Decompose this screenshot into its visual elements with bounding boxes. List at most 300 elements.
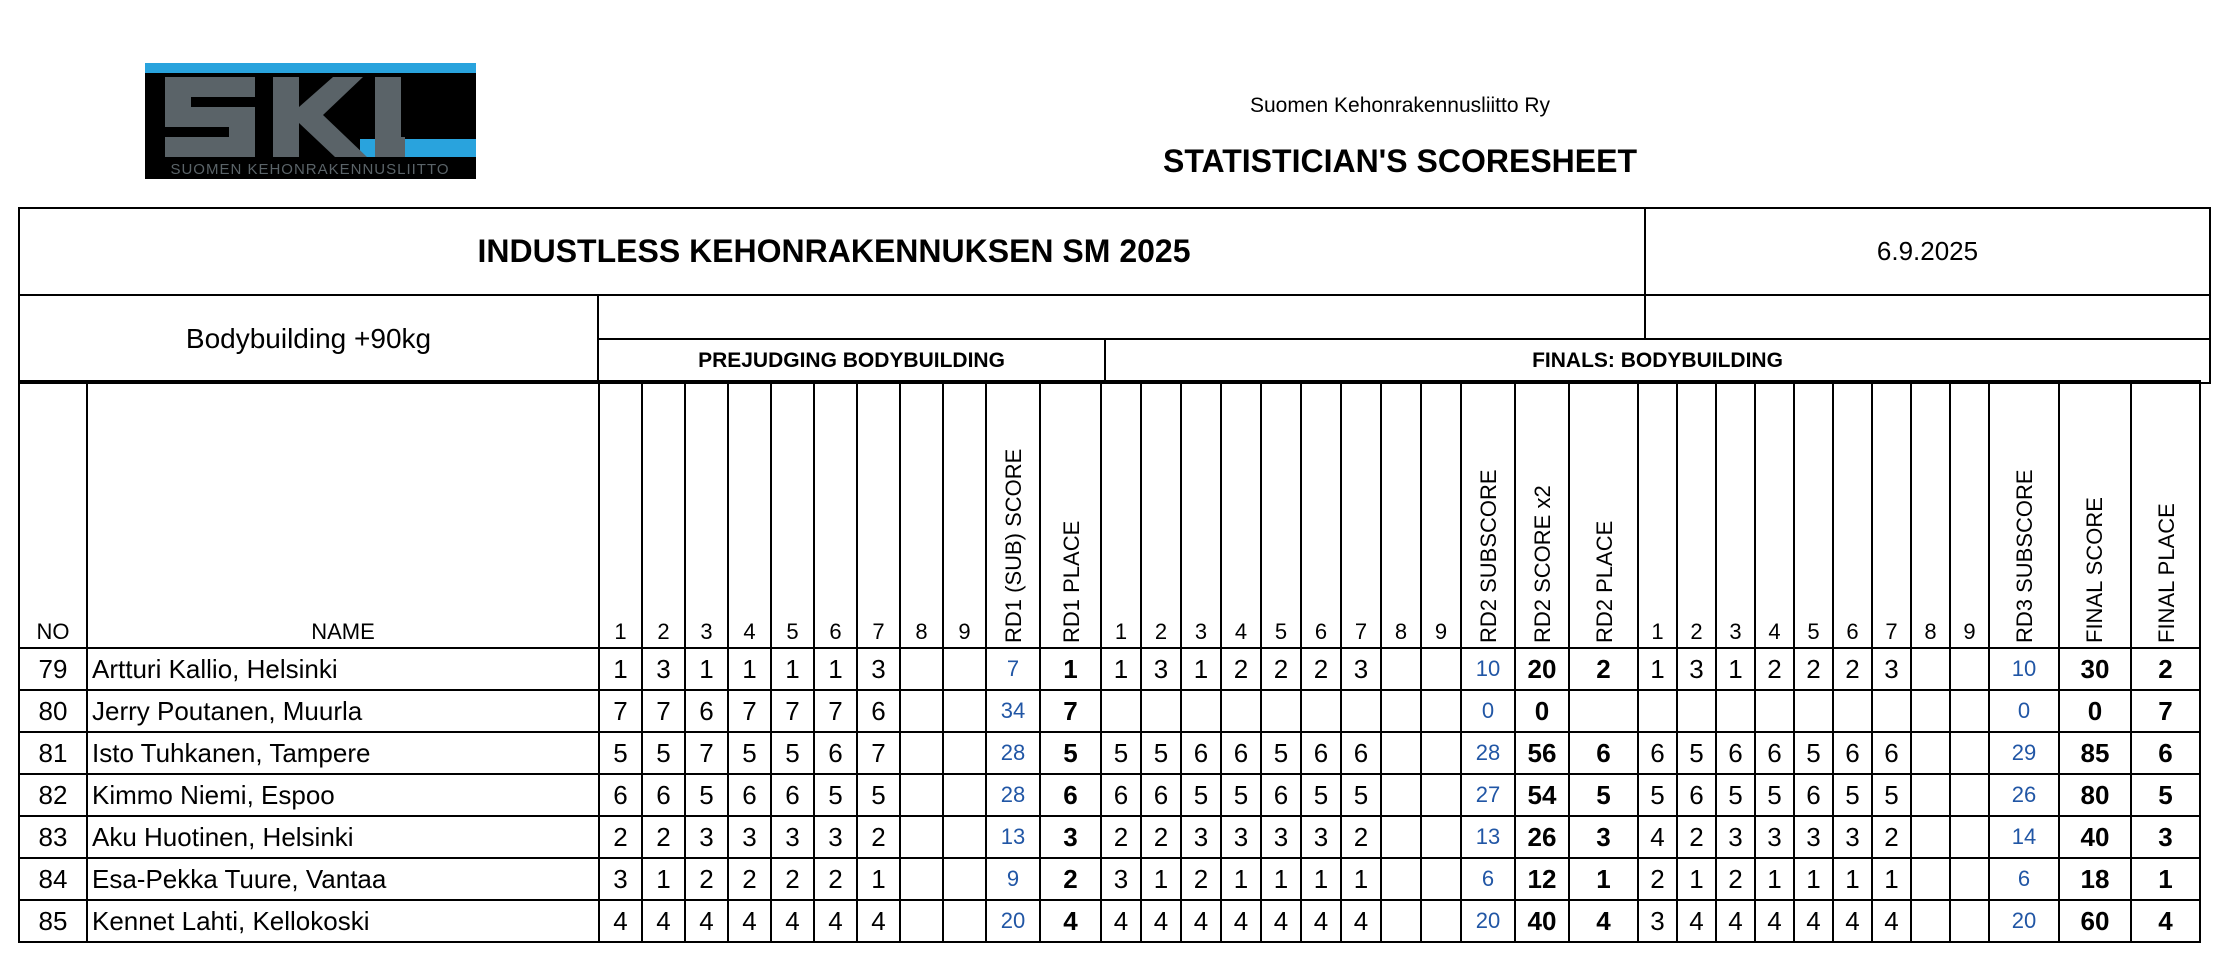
rd1-judge-score: 7: [599, 690, 642, 732]
rd3-judge-score: [1911, 858, 1950, 900]
rd2-judge-score: 1: [1341, 858, 1381, 900]
finals-box: [1104, 338, 2211, 384]
rd2-judge-score: 6: [1261, 774, 1301, 816]
table-row: [19, 816, 2200, 858]
final-place: 2: [2131, 648, 2200, 690]
rd3-subscore: 14: [1989, 816, 2059, 858]
rd3-judge-score: [1638, 690, 1677, 732]
rd2-judge-header: 9: [1421, 381, 1461, 648]
rd1-judge-score: [943, 732, 986, 774]
rd2-judge-score: 1: [1301, 858, 1341, 900]
rd1-judge-score: 3: [857, 648, 900, 690]
rd3-judge-score: 2: [1677, 816, 1716, 858]
rd3-judge-score: 5: [1755, 774, 1794, 816]
rd3-judge-header: 8: [1911, 381, 1950, 648]
date-box: [1644, 207, 2211, 296]
rd3-judge-header: 5: [1794, 381, 1833, 648]
rd2-score-header: RD2 SCORE x2: [1515, 381, 1569, 648]
rd1-judge-score: 1: [642, 858, 685, 900]
rd1-judge-score: [900, 732, 943, 774]
competitor-name: Kennet Lahti, Kellokoski: [87, 900, 599, 942]
rd3-judge-score: 3: [1755, 816, 1794, 858]
rd1-subscore: 20: [986, 900, 1040, 942]
rd2-judge-score: 4: [1261, 900, 1301, 942]
rd1-judge-score: [943, 690, 986, 732]
rd2-judge-score: 5: [1261, 732, 1301, 774]
rd2-judge-score: [1381, 732, 1421, 774]
rd3-judge-score: 2: [1794, 648, 1833, 690]
event-title: INDUSTLESS KEHONRAKENNUKSEN SM 2025: [477, 233, 1191, 269]
rd3-judge-score: 6: [1755, 732, 1794, 774]
rd3-judge-score: [1677, 690, 1716, 732]
rd2-judge-score: [1381, 816, 1421, 858]
rd2-place: 2: [1569, 648, 1638, 690]
rd1-place: 5: [1040, 732, 1101, 774]
rd1-judge-score: 3: [814, 816, 857, 858]
rd2-judge-header: 8: [1381, 381, 1421, 648]
rd1-place-header: RD1 PLACE: [1040, 381, 1101, 648]
prejudging-box: [597, 338, 1106, 384]
rd1-judge-score: [943, 900, 986, 942]
rd3-judge-score: 1: [1833, 858, 1872, 900]
rd3-judge-score: 4: [1833, 900, 1872, 942]
rd1-subscore: 13: [986, 816, 1040, 858]
rd3-judge-score: 4: [1872, 900, 1911, 942]
rd3-judge-score: [1911, 816, 1950, 858]
rd3-judge-score: 1: [1755, 858, 1794, 900]
rd1-judge-score: 5: [857, 774, 900, 816]
rd2-judge-score: 3: [1301, 816, 1341, 858]
rd2-judge-score: [1381, 648, 1421, 690]
rd3-judge-score: [1950, 690, 1989, 732]
rd2-judge-score: 6: [1141, 774, 1181, 816]
rd2-subscore: 10: [1461, 648, 1515, 690]
rd1-judge-score: 3: [642, 648, 685, 690]
rd1-judge-score: 5: [771, 732, 814, 774]
name-header: NAME: [87, 381, 599, 648]
rd2-judge-score: 3: [1101, 858, 1141, 900]
rd3-judge-score: [1950, 900, 1989, 942]
rd1-judge-header: 6: [814, 381, 857, 648]
rd2-judge-score: 5: [1301, 774, 1341, 816]
rd1-place: 7: [1040, 690, 1101, 732]
rd2-score: 40: [1515, 900, 1569, 942]
final-score: 40: [2059, 816, 2131, 858]
rd2-score: 0: [1515, 690, 1569, 732]
rd2-judge-score: [1421, 774, 1461, 816]
rd1-judge-score: [900, 648, 943, 690]
rd2-judge-header: 7: [1341, 381, 1381, 648]
final-score: 0: [2059, 690, 2131, 732]
rd3-judge-score: 5: [1677, 732, 1716, 774]
rd1-judge-score: 3: [685, 816, 728, 858]
final-place: 7: [2131, 690, 2200, 732]
rd1-judge-score: [943, 774, 986, 816]
rd2-place: 1: [1569, 858, 1638, 900]
table-row: [19, 690, 2200, 732]
rd2-judge-score: [1421, 732, 1461, 774]
rd1-judge-score: 7: [728, 690, 771, 732]
rd3-judge-score: [1911, 774, 1950, 816]
rd1-judge-score: [943, 858, 986, 900]
rd1-judge-score: 6: [728, 774, 771, 816]
rd2-judge-score: [1421, 690, 1461, 732]
rd1-judge-score: 3: [771, 816, 814, 858]
rd2-judge-score: 5: [1101, 732, 1141, 774]
rd2-judge-score: [1381, 690, 1421, 732]
rd1-judge-score: 2: [771, 858, 814, 900]
rd1-judge-score: [900, 900, 943, 942]
rd1-judge-score: 2: [728, 858, 771, 900]
rd1-judge-score: 1: [685, 648, 728, 690]
rd3-subscore: 0: [1989, 690, 2059, 732]
rd1-judge-score: 3: [728, 816, 771, 858]
competitor-number: 85: [19, 900, 87, 942]
rd3-judge-score: [1950, 858, 1989, 900]
rd1-subscore: 7: [986, 648, 1040, 690]
rd2-judge-header: 2: [1141, 381, 1181, 648]
rd1-judge-score: 2: [814, 858, 857, 900]
rd3-judge-score: [1794, 690, 1833, 732]
rd3-judge-score: [1950, 774, 1989, 816]
rd2-judge-score: 2: [1301, 648, 1341, 690]
rd1-judge-score: 7: [771, 690, 814, 732]
rd1-judge-header: 2: [642, 381, 685, 648]
rd2-judge-score: [1421, 900, 1461, 942]
rd2-judge-score: 4: [1301, 900, 1341, 942]
final-place: 6: [2131, 732, 2200, 774]
rd2-judge-score: 3: [1221, 816, 1261, 858]
table-row: [19, 900, 2200, 942]
rd3-judge-header: 2: [1677, 381, 1716, 648]
rd1-judge-score: 3: [599, 858, 642, 900]
no-header: NO: [19, 381, 87, 648]
rd1-judge-header: 9: [943, 381, 986, 648]
rd2-judge-score: [1381, 774, 1421, 816]
rd2-judge-score: 1: [1141, 858, 1181, 900]
rd2-judge-score: [1381, 900, 1421, 942]
rd3-judge-header: 4: [1755, 381, 1794, 648]
rd2-judge-score: 3: [1141, 648, 1181, 690]
category-box: [18, 294, 599, 384]
table-row: [19, 858, 2200, 900]
competitor-name: Jerry Poutanen, Muurla: [87, 690, 599, 732]
rd2-judge-score: 1: [1101, 648, 1141, 690]
rd1-judge-header: 7: [857, 381, 900, 648]
rd3-sub-header: RD3 SUBSCORE: [1989, 381, 2059, 648]
rd3-judge-score: 5: [1833, 774, 1872, 816]
rd1-sub-header: RD1 (SUB) SCORE: [986, 381, 1040, 648]
logo-tagline: SUOMEN KEHONRAKENNUSLIITTO: [170, 161, 450, 178]
blank-box-2: [1644, 294, 2211, 340]
competitor-name: Esa-Pekka Tuure, Vantaa: [87, 858, 599, 900]
rd1-judge-score: 7: [642, 690, 685, 732]
rd3-judge-score: 2: [1638, 858, 1677, 900]
rd1-judge-score: 5: [728, 732, 771, 774]
rd2-judge-score: [1221, 690, 1261, 732]
rd1-judge-score: 6: [771, 774, 814, 816]
rd1-judge-header: 4: [728, 381, 771, 648]
rd2-judge-score: 2: [1341, 816, 1381, 858]
rd3-judge-score: 5: [1638, 774, 1677, 816]
rd3-judge-score: [1911, 900, 1950, 942]
rd1-judge-score: 4: [814, 900, 857, 942]
rd3-judge-score: 3: [1872, 648, 1911, 690]
rd2-place: 3: [1569, 816, 1638, 858]
rd3-judge-score: [1911, 648, 1950, 690]
rd1-judge-score: 2: [685, 858, 728, 900]
rd1-judge-score: 4: [771, 900, 814, 942]
rd3-judge-header: 6: [1833, 381, 1872, 648]
rd3-judge-score: 4: [1794, 900, 1833, 942]
rd2-judge-header: 3: [1181, 381, 1221, 648]
rd1-judge-score: 7: [685, 732, 728, 774]
rd2-judge-score: 2: [1181, 858, 1221, 900]
rd1-judge-score: 7: [857, 732, 900, 774]
competitor-number: 81: [19, 732, 87, 774]
rd2-judge-score: [1421, 816, 1461, 858]
rd2-judge-score: 1: [1261, 858, 1301, 900]
final-score: 85: [2059, 732, 2131, 774]
rd3-judge-score: 3: [1638, 900, 1677, 942]
rd2-place: 5: [1569, 774, 1638, 816]
rd1-judge-score: 7: [814, 690, 857, 732]
rd1-judge-score: 4: [642, 900, 685, 942]
rd3-subscore: 29: [1989, 732, 2059, 774]
rd3-judge-score: 2: [1755, 648, 1794, 690]
rd2-judge-score: 4: [1101, 900, 1141, 942]
rd2-judge-header: 1: [1101, 381, 1141, 648]
rd1-place: 3: [1040, 816, 1101, 858]
rd3-judge-score: [1950, 648, 1989, 690]
rd2-judge-score: [1421, 858, 1461, 900]
rd1-judge-score: [900, 816, 943, 858]
rd2-place-header: RD2 PLACE: [1569, 381, 1638, 648]
event-date: 6.9.2025: [1876, 236, 1979, 266]
rd3-judge-score: 5: [1716, 774, 1755, 816]
rd2-score: 56: [1515, 732, 1569, 774]
rd1-place: 1: [1040, 648, 1101, 690]
category-label: Bodybuilding +90kg: [185, 323, 432, 354]
sheet-title: STATISTICIAN'S SCORESHEET: [1162, 143, 1637, 179]
rd3-judge-score: 2: [1833, 648, 1872, 690]
rd1-judge-score: 1: [771, 648, 814, 690]
table-row: [19, 648, 2200, 690]
rd2-place: [1569, 690, 1638, 732]
rd1-judge-score: 1: [599, 648, 642, 690]
rd3-judge-score: 1: [1872, 858, 1911, 900]
rd3-judge-score: 4: [1638, 816, 1677, 858]
rd3-judge-header: 9: [1950, 381, 1989, 648]
final-place: 5: [2131, 774, 2200, 816]
rd2-judge-score: 6: [1341, 732, 1381, 774]
rd3-judge-score: 2: [1716, 858, 1755, 900]
organization-name: Suomen Kehonrakennusliitto Ry: [1249, 94, 1550, 117]
rd2-subscore: 20: [1461, 900, 1515, 942]
rd2-judge-header: 5: [1261, 381, 1301, 648]
competitor-number: 82: [19, 774, 87, 816]
competitor-name: Isto Tuhkanen, Tampere: [87, 732, 599, 774]
rd3-judge-score: 1: [1716, 648, 1755, 690]
rd2-judge-score: 6: [1301, 732, 1341, 774]
header-row: [19, 381, 2200, 648]
rd2-judge-score: 2: [1221, 648, 1261, 690]
final-score: 30: [2059, 648, 2131, 690]
rd1-judge-score: 6: [599, 774, 642, 816]
rd2-subscore: 6: [1461, 858, 1515, 900]
final-place: 3: [2131, 816, 2200, 858]
rd2-judge-score: 6: [1221, 732, 1261, 774]
rd3-judge-score: [1911, 690, 1950, 732]
rd3-judge-score: [1872, 690, 1911, 732]
rd1-judge-score: 6: [642, 774, 685, 816]
prejudging-label: PREJUDGING BODYBUILDING: [698, 349, 1005, 372]
table-row: [19, 732, 2200, 774]
rd3-judge-score: 3: [1833, 816, 1872, 858]
rd2-subscore: 0: [1461, 690, 1515, 732]
rd2-subscore: 13: [1461, 816, 1515, 858]
competitor-number: 80: [19, 690, 87, 732]
rd1-place: 6: [1040, 774, 1101, 816]
rd2-judge-score: [1261, 690, 1301, 732]
rd1-subscore: 9: [986, 858, 1040, 900]
rd1-judge-score: 4: [685, 900, 728, 942]
rd2-judge-score: [1181, 690, 1221, 732]
rd3-judge-score: 6: [1833, 732, 1872, 774]
rd1-judge-score: 6: [857, 690, 900, 732]
rd1-judge-score: 4: [728, 900, 771, 942]
rd1-judge-score: 6: [814, 732, 857, 774]
rd2-judge-score: 3: [1181, 816, 1221, 858]
rd2-place: 4: [1569, 900, 1638, 942]
rd3-subscore: 20: [1989, 900, 2059, 942]
rd2-judge-score: 6: [1181, 732, 1221, 774]
competitor-name: Aku Huotinen, Helsinki: [87, 816, 599, 858]
rd2-judge-score: 4: [1141, 900, 1181, 942]
rd1-judge-header: 5: [771, 381, 814, 648]
rd1-subscore: 28: [986, 774, 1040, 816]
rd2-score: 26: [1515, 816, 1569, 858]
rd2-judge-score: 4: [1181, 900, 1221, 942]
rd3-judge-score: 3: [1716, 816, 1755, 858]
rd2-judge-header: 4: [1221, 381, 1261, 648]
rd1-judge-score: 1: [728, 648, 771, 690]
rd3-judge-score: 1: [1638, 648, 1677, 690]
rd3-judge-score: [1755, 690, 1794, 732]
rd2-judge-score: [1101, 690, 1141, 732]
rd2-judge-score: 2: [1101, 816, 1141, 858]
rd2-subscore: 27: [1461, 774, 1515, 816]
rd1-judge-score: [900, 858, 943, 900]
rd3-subscore: 26: [1989, 774, 2059, 816]
rd3-judge-score: 4: [1755, 900, 1794, 942]
rd1-judge-score: 4: [857, 900, 900, 942]
rd3-judge-score: 3: [1794, 816, 1833, 858]
rd3-judge-score: 5: [1794, 732, 1833, 774]
rd1-judge-header: 1: [599, 381, 642, 648]
rd2-sub-header: RD2 SUBSCORE: [1461, 381, 1515, 648]
rd3-judge-score: [1833, 690, 1872, 732]
rd2-judge-score: 2: [1141, 816, 1181, 858]
competitor-number: 79: [19, 648, 87, 690]
rd2-judge-score: [1341, 690, 1381, 732]
rd3-subscore: 6: [1989, 858, 2059, 900]
rd2-judge-score: 4: [1341, 900, 1381, 942]
rd1-judge-header: 3: [685, 381, 728, 648]
rd2-judge-score: [1141, 690, 1181, 732]
rd3-judge-score: [1950, 816, 1989, 858]
final-place-header: FINAL PLACE: [2131, 381, 2200, 648]
event-box: [18, 207, 1646, 296]
rd3-judge-score: 4: [1677, 900, 1716, 942]
rd2-place: 6: [1569, 732, 1638, 774]
rd2-judge-score: [1381, 858, 1421, 900]
rd1-judge-score: 5: [599, 732, 642, 774]
rd3-judge-header: 1: [1638, 381, 1677, 648]
rd3-judge-score: 6: [1716, 732, 1755, 774]
rd1-subscore: 34: [986, 690, 1040, 732]
rd1-judge-score: 6: [685, 690, 728, 732]
competitor-number: 84: [19, 858, 87, 900]
rd3-judge-header: 3: [1716, 381, 1755, 648]
rd3-judge-score: 2: [1872, 816, 1911, 858]
rd2-judge-score: 5: [1141, 732, 1181, 774]
blank-box-1: [597, 294, 1646, 340]
rd3-judge-score: 4: [1716, 900, 1755, 942]
rd2-score: 54: [1515, 774, 1569, 816]
rd3-judge-score: 6: [1872, 732, 1911, 774]
rd1-subscore: 28: [986, 732, 1040, 774]
rd1-judge-score: [900, 774, 943, 816]
table-row: [19, 774, 2200, 816]
competitor-number: 83: [19, 816, 87, 858]
rd1-judge-score: 5: [685, 774, 728, 816]
rd3-judge-score: 3: [1677, 648, 1716, 690]
rd2-judge-score: 3: [1261, 816, 1301, 858]
rd3-judge-header: 7: [1872, 381, 1911, 648]
rd2-score: 12: [1515, 858, 1569, 900]
rd2-score: 20: [1515, 648, 1569, 690]
rd1-judge-score: 1: [814, 648, 857, 690]
skl-logo: [145, 63, 476, 179]
rd2-judge-score: 1: [1181, 648, 1221, 690]
final-score: 18: [2059, 858, 2131, 900]
rd1-judge-header: 8: [900, 381, 943, 648]
rd3-judge-score: 6: [1638, 732, 1677, 774]
rd3-judge-score: [1716, 690, 1755, 732]
score-table: [18, 380, 2201, 943]
rd1-judge-score: [900, 690, 943, 732]
rd1-judge-score: [943, 648, 986, 690]
rd2-judge-score: 1: [1221, 858, 1261, 900]
rd2-judge-header: 6: [1301, 381, 1341, 648]
finals-label: FINALS: BODYBUILDING: [1532, 349, 1783, 372]
rd1-judge-score: 1: [857, 858, 900, 900]
rd3-judge-score: 6: [1677, 774, 1716, 816]
rd1-judge-score: 2: [642, 816, 685, 858]
rd2-judge-score: [1301, 690, 1341, 732]
rd3-judge-score: 1: [1794, 858, 1833, 900]
rd1-judge-score: 4: [599, 900, 642, 942]
rd2-judge-score: 5: [1181, 774, 1221, 816]
rd1-judge-score: [943, 816, 986, 858]
rd1-place: 4: [1040, 900, 1101, 942]
final-place: 4: [2131, 900, 2200, 942]
final-score: 80: [2059, 774, 2131, 816]
rd2-judge-score: [1421, 648, 1461, 690]
rd3-judge-score: 1: [1677, 858, 1716, 900]
rd2-judge-score: 4: [1221, 900, 1261, 942]
